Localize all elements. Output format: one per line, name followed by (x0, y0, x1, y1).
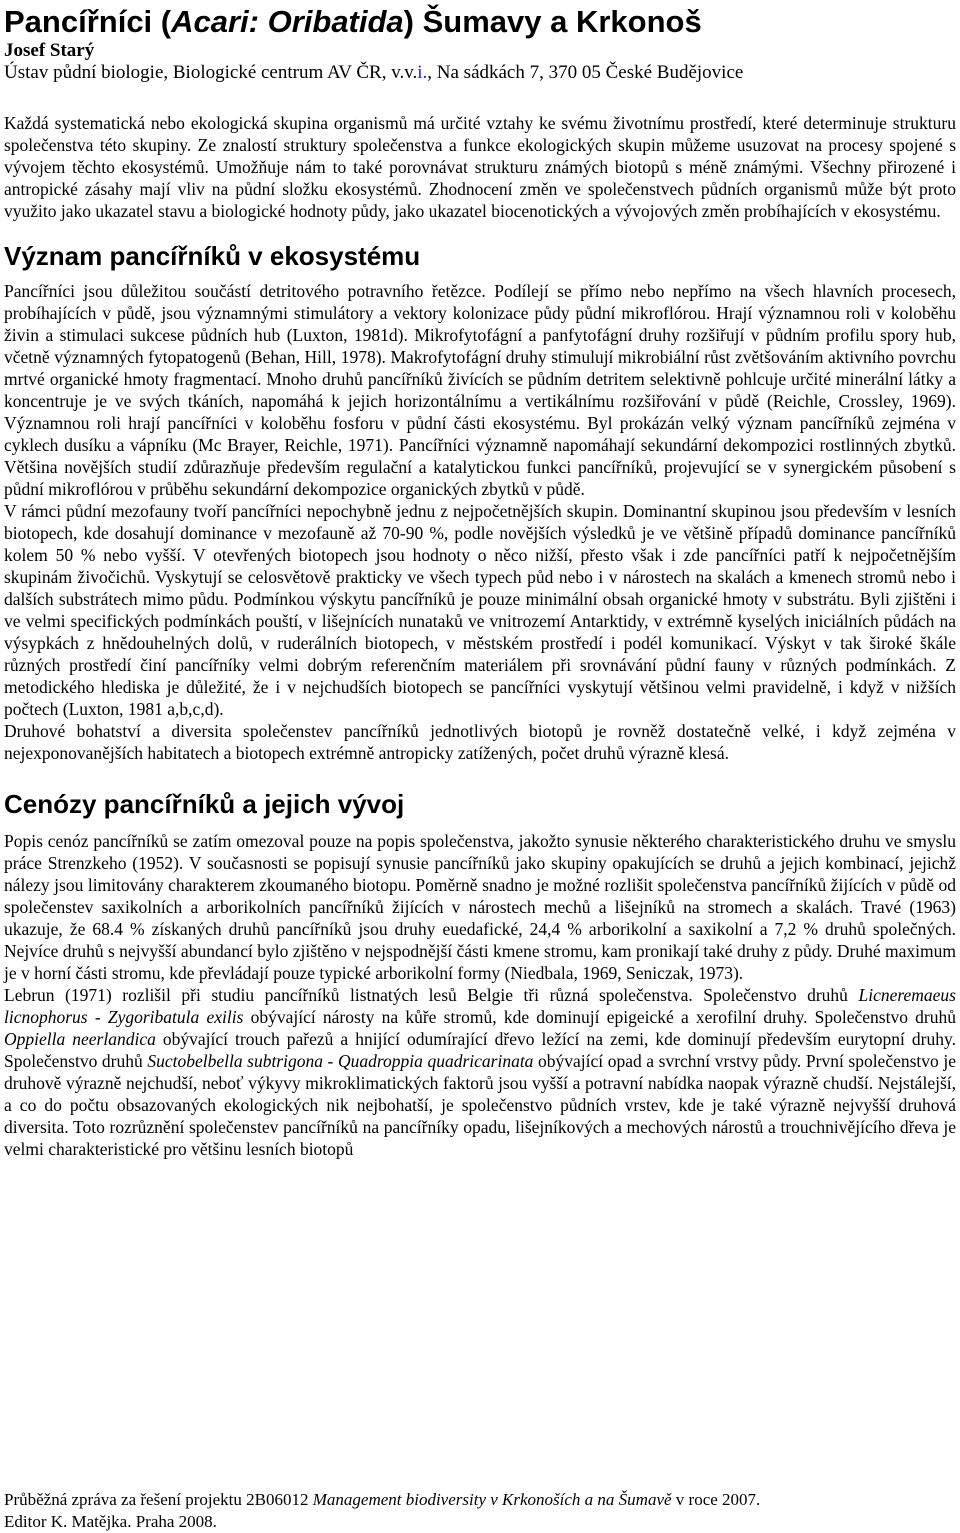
paragraph-text: - (87, 1007, 108, 1027)
section-heading-role: Význam pancířníků v ekosystému (4, 241, 421, 271)
paragraph-text: obývající trouch pařezů a hnijící odumírající dřevo ležící na zemi, kde dominují především eurytopní druhy. Společenstvo druhů (4, 1029, 956, 1071)
species-name: Oppiella neerlandica (4, 1029, 156, 1049)
footer-project-title: Management biodiversity v Krkonoších a na Šumavě (312, 1490, 672, 1509)
paragraph-text: obývající opad a svrchní vrstvy půdy. První společenstvo je druhově výrazně nejchudší, neboť výkyvy mikroklimatických faktorů jsou vyšší a potravní nabídka naopak výrazně chudší. Nejstálejší, a co do počtu obsazovaných ekologických nik nejbohatší, je společenstvo půdních vrstev, kde je také výrazně nejvyšší druhová diversita. Toto rozrůznění společenstev pancířníků na pancířníky opadu, lišejníkových a mechových nárostů a trouchnivějícího dřeva je velmi charakteristické pro většinu lesních biotopů (4, 1051, 956, 1159)
section2-paragraph-1: Popis cenóz pancířníků se zatím omezoval pouze na popis společenstva, jakožto synusie některého charakteristického druhu ve smyslu práce Strenzkeho (1952). V současnosti se popisují synusie pancířníků jako skupiny opakujících se druhů a jejich kombinací, jejichž nálezy jsou limitovány charakterem zkoumaného biotopu. Poměrně snadno je možné rozlišit společenstva pancířníků žijících v půdě od společenstev saxikolních a arborikolních pancířníků žijících v nárostech mechů a lišejníků na stromech a skalách. Travé (1963) ukazuje, že 68.4 % získaných druhů pancířníků jsou druhy euedafické, 24,4 % arborikolní a saxikolní a 7,2 % druhů společných. Nejvíce druhů s nejvyšší abundancí bylo zjištěno v nejspodnější části kmene stromu, kam pronikají také druhy z půdy. Druhé maximum je v horní části stromu, kde převládají pouze typické arborikolní formy (Niedbala, 1969, Seniczak, 1973). (4, 831, 956, 983)
footer-text-year: v roce 2007. (671, 1490, 761, 1509)
title-text-end: ) Šumavy a Krkonoš (403, 4, 702, 39)
affiliation-text: Ústav půdní biologie, Biologické centrum AV ČR, v.v. (4, 62, 418, 83)
title-text: Pancířníci ( (4, 4, 172, 39)
species-name: Quadroppia quadricarinata (337, 1051, 534, 1071)
footer-line-project (4, 1489, 956, 1511)
footer-text: Průběžná zpráva za řešení projektu 2B06012 (4, 1490, 313, 1509)
paragraph-text: obývající nárosty na kůře stromů, kde dominují epigeické a xerofilní druhy. Společenstvo druhů (243, 1007, 956, 1027)
intro-paragraph: Každá systematická nebo ekologická skupina organismů má určité vztahy ke svému životnímu prostředí, které determinuje strukturu společenstva této skupiny. Ze znalostí struktury společenstva a funkce ekologických skupin můžeme usuzovat na procesy spojené s vývojem těchto ekosystémů. Umožňuje nám to také porovnávat strukturu známých biotopů s méně známými. Všechny přirozené i antropické zásahy mají vliv na půdní složku ekosystémů. Zhodnocení změn ve společenstvech půdních organismů může být proto využito jako ukazatel stavu a biologické hodnoty půdy, jako ukazatel biocenotických a vývojových změn probíhajících v ekosystému. (4, 113, 956, 221)
species-name: Licneremaeus licnophorus (4, 985, 956, 1027)
section1-paragraph-1: Pancířníci jsou důležitou součástí detritového potravního řetězce. Podílejí se přímo nebo nepřímo na všech hlavních procesech, probíhajících v půdě, jsou významnými stimulátory a vektory kolonizace půdy půdní mikroflórou. Hrají významnou roli v koloběhu živin a stimulaci sukcese půdních hub (Luxton, 1981d). Mikrofytofágní a panfytofágní druhy rozšiřují v půdním profilu spory hub, včetně významných fytopatogenů (Behan, Hill, 1978). Makrofytofágní druhy stimulují mikrobiální růst zvětšováním aktivního povrchu mrtvé organické hmoty fragmentací. Mnoho druhů pancířníků živících se půdním detritem selektivně pohlcuje určité minerální látky a koncentruje je ve svých tkáních, napomáhá k jejich horizontálnímu a vertikálnímu rozšiřování v půdě (Reichle, Crossley, 1969). Významnou roli hrají pancířníci v koloběhu fosforu v půdní části ekosystému. Byl prokázán velký význam pancířníků zejména v cyklech dusíku a vápníku (Mc Brayer, Reichle, 1971). Pancířníci významně napomáhají sekundární dekompozici rostlinných zbytků. Většina novějších studií zdůrazňuje především regulační a katalytickou funkci pancířníků, projevující se v synergickém působení s půdní mikroflórou v průběhu sekundární dekompozice organických zbytků v půdě. (4, 281, 956, 499)
section2-paragraph-2 (4, 984, 956, 1160)
author-affiliation (4, 62, 956, 84)
affiliation-link[interactable]: i. (417, 62, 428, 83)
document-page (4, 0, 956, 1160)
paragraph-text: Lebrun (1971) rozlišil při studiu pancířníků listnatých lesů Belgie tři různá společenstva. Společenstvo druhů (4, 985, 859, 1005)
section1-paragraph-2: V rámci půdní mezofauny tvoří pancířníci nepochybně jednu z nejpočetnějších skupin. Dominantní skupinou jsou především v lesních biotopech, kde dosahují dominance v mezofauně až 70-90 %, podle novějších výsledků je ve většině případů dominance pancířníků kolem 50 % nebo vyšší. V otevřených biotopech jsou hodnoty o něco nižší, přesto však i zde pancířníci patří k nejpočetnějším skupinám živočichů. Vyskytují se celosvětově prakticky ve všech typech půd nebo i v nárostech na skalách a kmenech stromů nebo i dalších substrátech mimo půdu. Podmínkou výskytu pancířníků je pouze minimální obsah organické hmoty v substrátu. Byli zjištěni i ve velmi specifických podmínkách pouští, v lišejnících nunataků ve vnitrozemí Antarktidy, v extrémně kyselých iniciálních půdách na výsypkách z hnědouhelných dolů, v ruderálních biotopech, v městském prostředí i podél komunikací. Výskyt v tak široké škále různých prostředí činí pancířníky velmi dobrým referenčním materiálem při srovnávání půdní fauny v různých podmínkách. Z metodického hlediska je důležité, že i v nejchudších biotopech se pancířníci vyskytují většinou velmi pravidelně, i když v nižších počtech (Luxton, 1981 a,b,c,d). (4, 501, 956, 719)
title-taxon: Acari: Oribatida (171, 4, 404, 39)
species-name: Suctobelbella subtrigona (147, 1051, 323, 1071)
document-title (4, 0, 956, 40)
footer-line-editor: Editor K. Matějka. Praha 2008. (4, 1512, 217, 1531)
affiliation-address: , Na sádkách 7, 370 05 České Budějovice (427, 62, 744, 83)
author-name: Josef Starý (4, 40, 95, 61)
section1-paragraph-3: Druhové bohatství a diversita společenstev pancířníků jednotlivých biotopů je rovněž dostatečně velké, i když zejména v nejexponovanějších habitatech a biotopech extrémně antropicky zatížených, počet druhů výrazně klesá. (4, 721, 956, 763)
page-footer (4, 1489, 956, 1533)
species-name: Zygoribatula exilis (107, 1007, 244, 1027)
paragraph-text: - (322, 1051, 338, 1071)
section-heading-cenoses: Cenózy pancířníků a jejich vývoj (4, 789, 405, 819)
